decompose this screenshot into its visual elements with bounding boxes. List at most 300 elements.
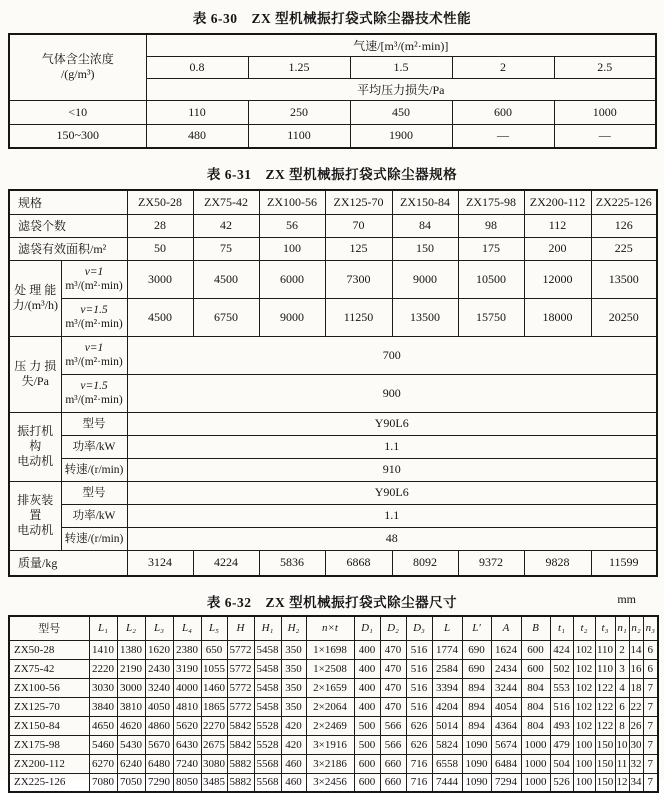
- t31-label-line2: 力/(m³/h): [12, 298, 59, 312]
- t31-cell: 3000: [127, 260, 193, 298]
- t31-cell: 3124: [127, 550, 193, 576]
- t32-cell: 650: [201, 640, 227, 659]
- t32-cell: 400: [354, 640, 380, 659]
- t31-label-line2: 电动机: [17, 454, 54, 468]
- t31-sub-label: 转速/(r/min): [61, 458, 127, 481]
- t32-cell: 7294: [491, 773, 521, 792]
- table-row: [9, 237, 657, 260]
- t31-sub-label: [61, 336, 127, 374]
- t31-model-header: ZX175-98: [458, 190, 524, 214]
- t32-cell: 102: [573, 716, 595, 735]
- t31-cell: 1.1: [127, 435, 657, 458]
- t32-col-header: n₃: [643, 616, 658, 640]
- t32-cell: 350: [281, 697, 306, 716]
- t31-cell: 9000: [392, 260, 458, 298]
- t31-cell: 12000: [524, 260, 591, 298]
- t31-model-header: ZX200-112: [524, 190, 591, 214]
- t32-cell: 3080: [201, 754, 227, 773]
- t32-cell: 5620: [173, 716, 201, 735]
- t32-model: ZX50-28: [9, 640, 89, 659]
- table-row: [9, 124, 656, 148]
- t31-cell: 910: [127, 458, 657, 481]
- t32-cell: 894: [462, 678, 491, 697]
- t32-cell: 150: [595, 735, 615, 754]
- table-row: [9, 260, 657, 298]
- t32-model: ZX150-84: [9, 716, 89, 735]
- t31-cell: 11599: [591, 550, 657, 576]
- t32-cell: 110: [595, 640, 615, 659]
- t32-cell: 350: [281, 640, 306, 659]
- t32-cell: 3190: [173, 659, 201, 678]
- t32-cell: 5458: [254, 697, 281, 716]
- t31-cell: 56: [259, 214, 325, 237]
- t32-cell: 7: [643, 754, 658, 773]
- t32-cell: 4620: [117, 716, 145, 735]
- t32-cell: 2380: [173, 640, 201, 659]
- t31-cell: 4500: [193, 260, 259, 298]
- t31-cell: 700: [127, 336, 657, 374]
- table-row: [9, 214, 657, 237]
- t32-cell: 4: [615, 678, 629, 697]
- t32-cell: 479: [550, 735, 573, 754]
- t32-cell: 3485: [201, 773, 227, 792]
- t32-cell: 350: [281, 659, 306, 678]
- table-row: [9, 504, 657, 527]
- t31-cell: 200: [524, 237, 591, 260]
- t31-model-header: ZX100-56: [259, 190, 325, 214]
- t31-row-label: [9, 481, 61, 550]
- t32-cell: 420: [281, 716, 306, 735]
- t30-corner-label: [9, 34, 146, 100]
- t32-cell: 516: [406, 678, 432, 697]
- t32-cell: 894: [462, 716, 491, 735]
- t32-col-header: L₁: [89, 616, 117, 640]
- t32-cell: 6270: [89, 754, 117, 773]
- t32-cell: 2675: [201, 735, 227, 754]
- t32-cell: 1000: [521, 735, 550, 754]
- t32-cell: 5842: [227, 735, 254, 754]
- t31-row-label: 质量/kg: [9, 550, 127, 576]
- t32-cell: 3240: [145, 678, 173, 697]
- t31-cell: 20250: [591, 298, 657, 336]
- t32-col-header: L₄: [173, 616, 201, 640]
- table-row: [9, 716, 658, 735]
- t32-cell: 716: [406, 754, 432, 773]
- t32-cell: 3000: [117, 678, 145, 697]
- t32-cell: 804: [521, 697, 550, 716]
- t32-cell: 110: [595, 659, 615, 678]
- t32-cell: 150: [595, 773, 615, 792]
- t32-cell: 5772: [227, 640, 254, 659]
- t32-cell: 894: [462, 697, 491, 716]
- t32-col-header: L₅: [201, 616, 227, 640]
- t32-cell: 6: [643, 640, 658, 659]
- t32-cell: 102: [573, 678, 595, 697]
- t32-cell: 3×1916: [306, 735, 354, 754]
- t32-col-header: D₁: [354, 616, 380, 640]
- t32-col-header: H₁: [254, 616, 281, 640]
- t32-cell: 1090: [462, 773, 491, 792]
- t31-cell: 98: [458, 214, 524, 237]
- t31-cell: 6750: [193, 298, 259, 336]
- table-row: [9, 735, 658, 754]
- table-row: [9, 412, 657, 435]
- t32-cell: 2430: [145, 659, 173, 678]
- t32-cell: 2434: [491, 659, 521, 678]
- t31-cell: 8092: [392, 550, 458, 576]
- t32-cell: 1460: [201, 678, 227, 697]
- t30-cell: 600: [452, 100, 554, 124]
- t31-cell: 15750: [458, 298, 524, 336]
- t32-cell: 470: [380, 659, 406, 678]
- t32-cell: 5772: [227, 678, 254, 697]
- t31-spec-label: 规格: [9, 190, 127, 214]
- t32-cell: 34: [629, 773, 643, 792]
- t32-cell: 7050: [117, 773, 145, 792]
- t30-row-label: 150~300: [9, 124, 146, 148]
- t32-model: ZX75-42: [9, 659, 89, 678]
- t31-cell: 70: [325, 214, 392, 237]
- t31-cell: 28: [127, 214, 193, 237]
- t32-col-header: L′: [462, 616, 491, 640]
- t32-cell: 5528: [254, 735, 281, 754]
- t31-sub-line1: v=1: [84, 342, 104, 354]
- t32-cell: 400: [354, 678, 380, 697]
- t30-cell: 250: [248, 100, 350, 124]
- table-row: [9, 298, 657, 336]
- t31-sub-line2: m³/(m²·min): [65, 318, 123, 330]
- t32-cell: 7: [643, 716, 658, 735]
- t31-cell: 9372: [458, 550, 524, 576]
- t32-cell: 2220: [89, 659, 117, 678]
- t31-row-label: [9, 336, 61, 412]
- t32-unit-label: mm: [617, 592, 636, 606]
- t31-cell: 150: [392, 237, 458, 260]
- t32-cell: 7444: [432, 773, 462, 792]
- t32-cell: 2584: [432, 659, 462, 678]
- t31-cell: 13500: [392, 298, 458, 336]
- t31-sub-line1: v=1.5: [80, 380, 108, 392]
- t31-cell: 9000: [259, 298, 325, 336]
- t32-cell: 12: [615, 773, 629, 792]
- t32-cell: 6558: [432, 754, 462, 773]
- t32-cell: 5674: [491, 735, 521, 754]
- t32-cell: 7: [643, 773, 658, 792]
- t31-sub-label: 功率/kW: [61, 435, 127, 458]
- t32-cell: 500: [354, 735, 380, 754]
- t32-cell: 7240: [173, 754, 201, 773]
- table30: [8, 33, 657, 149]
- t32-cell: 8050: [173, 773, 201, 792]
- table-row: [9, 481, 657, 504]
- t32-cell: 4364: [491, 716, 521, 735]
- table-row: [9, 458, 657, 481]
- t32-model: ZX200-112: [9, 754, 89, 773]
- table-row: [9, 435, 657, 458]
- t31-cell: 48: [127, 527, 657, 550]
- t32-cell: 2190: [117, 659, 145, 678]
- t31-cell: 13500: [591, 260, 657, 298]
- t32-cell: 6: [643, 659, 658, 678]
- t32-cell: 6430: [173, 735, 201, 754]
- t32-col-header: t₂: [573, 616, 595, 640]
- t32-cell: 1774: [432, 640, 462, 659]
- table-row: [9, 754, 658, 773]
- t32-cell: 4810: [173, 697, 201, 716]
- t32-cell: 102: [573, 697, 595, 716]
- t32-cell: 660: [380, 773, 406, 792]
- table-row: [9, 550, 657, 576]
- table-row: [9, 34, 656, 56]
- t31-cell: 112: [524, 214, 591, 237]
- t32-cell: 7: [643, 678, 658, 697]
- t31-label-line2: 失/Pa: [21, 374, 49, 388]
- t32-cell: 4204: [432, 697, 462, 716]
- table32: [8, 615, 659, 793]
- t30-speed-value: 0.8: [146, 56, 248, 78]
- t32-col-header: L₃: [145, 616, 173, 640]
- t32-cell: 690: [462, 640, 491, 659]
- t32-cell: 4860: [145, 716, 173, 735]
- t30-cell: —: [452, 124, 554, 148]
- t32-cell: 100: [573, 735, 595, 754]
- table-row: [9, 773, 658, 792]
- t32-col-header: L: [432, 616, 462, 640]
- t30-speed-value: 1.5: [350, 56, 452, 78]
- t32-cell: 600: [521, 659, 550, 678]
- t31-sub-line2: m³/(m²·min): [65, 394, 123, 406]
- t32-cell: 1410: [89, 640, 117, 659]
- t32-cell: 660: [380, 754, 406, 773]
- t32-cell: 7080: [89, 773, 117, 792]
- t31-cell: 175: [458, 237, 524, 260]
- t30-speed-value: 2.5: [554, 56, 656, 78]
- table31-title: 表 6-31 ZX 型机械振打袋式除尘器规格: [206, 167, 458, 182]
- t32-cell: 5528: [254, 716, 281, 735]
- t32-cell: 1624: [491, 640, 521, 659]
- t32-cell: 5842: [227, 716, 254, 735]
- t32-cell: 3: [615, 659, 629, 678]
- t32-cell: 716: [406, 773, 432, 792]
- t31-cell: Y90L6: [127, 412, 657, 435]
- t32-cell: 3840: [89, 697, 117, 716]
- t32-cell: 1090: [462, 754, 491, 773]
- t30-speed-header: 气速/[m³/(m²·min)]: [146, 34, 656, 56]
- t31-model-header: ZX125-70: [325, 190, 392, 214]
- t31-cell: 42: [193, 214, 259, 237]
- t31-cell: 75: [193, 237, 259, 260]
- t32-cell: 7290: [145, 773, 173, 792]
- t31-label-line1: 压 力 损: [14, 359, 57, 373]
- t32-model: ZX175-98: [9, 735, 89, 754]
- t31-sub-line2: m³/(m²·min): [65, 280, 123, 292]
- t32-cell: 516: [406, 697, 432, 716]
- table-row: [9, 678, 658, 697]
- t31-cell: 900: [127, 374, 657, 412]
- t32-cell: 1380: [117, 640, 145, 659]
- t32-cell: 5458: [254, 659, 281, 678]
- t32-cell: 3810: [117, 697, 145, 716]
- t30-cell: 1000: [554, 100, 656, 124]
- t31-sub-label: [61, 298, 127, 336]
- t30-cell: 110: [146, 100, 248, 124]
- t32-cell: 1865: [201, 697, 227, 716]
- t32-cell: 32: [629, 754, 643, 773]
- t32-cell: 6484: [491, 754, 521, 773]
- t31-model-header: ZX75-42: [193, 190, 259, 214]
- t32-cell: 5430: [117, 735, 145, 754]
- t32-cell: 1×2508: [306, 659, 354, 678]
- t32-cell: 566: [380, 735, 406, 754]
- t30-row-label: <10: [9, 100, 146, 124]
- t32-cell: 100: [573, 754, 595, 773]
- t32-cell: 2: [615, 640, 629, 659]
- t32-cell: 1620: [145, 640, 173, 659]
- t32-col-header: 型号: [9, 616, 89, 640]
- t32-cell: 26: [629, 716, 643, 735]
- t32-cell: 4050: [145, 697, 173, 716]
- t31-cell: 50: [127, 237, 193, 260]
- t30-pressure-header: 平均压力损失/Pa: [146, 78, 656, 100]
- t31-sub-line1: v=1: [84, 266, 104, 278]
- t32-cell: 3244: [491, 678, 521, 697]
- t32-cell: 460: [281, 754, 306, 773]
- t32-cell: 100: [573, 773, 595, 792]
- t32-cell: 6240: [117, 754, 145, 773]
- t32-cell: 5824: [432, 735, 462, 754]
- t32-cell: 504: [550, 754, 573, 773]
- t31-row-label: 滤袋有效面积/m²: [9, 237, 127, 260]
- t32-cell: 516: [406, 640, 432, 659]
- t32-col-header: n₂: [629, 616, 643, 640]
- t30-cell: 450: [350, 100, 452, 124]
- t31-model-header: ZX225-126: [591, 190, 657, 214]
- t32-col-header: H: [227, 616, 254, 640]
- t32-cell: 5458: [254, 640, 281, 659]
- t32-cell: 2×2469: [306, 716, 354, 735]
- t32-cell: 122: [595, 678, 615, 697]
- table32-title: 表 6-32 ZX 型机械振打袋式除尘器尺寸: [206, 595, 458, 610]
- t32-cell: 102: [573, 659, 595, 678]
- t32-cell: 350: [281, 678, 306, 697]
- t31-cell: 84: [392, 214, 458, 237]
- t31-row-label: [9, 260, 61, 336]
- t32-cell: 566: [380, 716, 406, 735]
- t32-cell: 2×2064: [306, 697, 354, 716]
- t32-cell: 3394: [432, 678, 462, 697]
- t32-cell: 470: [380, 697, 406, 716]
- t32-cell: 7: [643, 735, 658, 754]
- t32-cell: 18: [629, 678, 643, 697]
- t32-col-header: t₃: [595, 616, 615, 640]
- t32-col-header: D₂: [380, 616, 406, 640]
- t32-cell: 5458: [254, 678, 281, 697]
- t32-model: ZX100-56: [9, 678, 89, 697]
- t31-label-line2: 电动机: [17, 523, 54, 537]
- t31-cell: 18000: [524, 298, 591, 336]
- t31-cell: 126: [591, 214, 657, 237]
- t31-cell: 4500: [127, 298, 193, 336]
- t32-cell: 6: [615, 697, 629, 716]
- t32-cell: 8: [615, 716, 629, 735]
- t32-col-header: D₃: [406, 616, 432, 640]
- table-row: [9, 640, 658, 659]
- table31: [8, 189, 658, 577]
- t31-row-label: [9, 412, 61, 481]
- table-row: [9, 527, 657, 550]
- t32-cell: 470: [380, 640, 406, 659]
- t32-cell: 10: [615, 735, 629, 754]
- t30-cell: 1100: [248, 124, 350, 148]
- t31-sub-label: 转速/(r/min): [61, 527, 127, 550]
- t32-cell: 493: [550, 716, 573, 735]
- t32-cell: 3×2186: [306, 754, 354, 773]
- t32-cell: 600: [354, 773, 380, 792]
- t30-speed-value: 2: [452, 56, 554, 78]
- t31-sub-label: 型号: [61, 412, 127, 435]
- table-row: [9, 616, 658, 640]
- t30-corner-line2: /(g/m³): [60, 67, 95, 82]
- t32-cell: 122: [595, 697, 615, 716]
- t32-cell: 5882: [227, 773, 254, 792]
- t32-cell: 500: [354, 716, 380, 735]
- t32-col-header: t₁: [550, 616, 573, 640]
- t31-cell: 10500: [458, 260, 524, 298]
- t32-cell: 5882: [227, 754, 254, 773]
- t32-col-header: n₁: [615, 616, 629, 640]
- t32-cell: 600: [521, 640, 550, 659]
- t32-cell: 553: [550, 678, 573, 697]
- t32-cell: 1×1698: [306, 640, 354, 659]
- t31-cell: 4224: [193, 550, 259, 576]
- t32-cell: 4054: [491, 697, 521, 716]
- t32-cell: 6480: [145, 754, 173, 773]
- t32-cell: 5568: [254, 754, 281, 773]
- t32-model: ZX125-70: [9, 697, 89, 716]
- t31-sub-label: [61, 374, 127, 412]
- t32-cell: 102: [573, 640, 595, 659]
- t32-cell: 804: [521, 716, 550, 735]
- table-row: [9, 190, 657, 214]
- t32-cell: 400: [354, 659, 380, 678]
- table-row: [9, 659, 658, 678]
- t31-cell: 9828: [524, 550, 591, 576]
- t31-cell: 125: [325, 237, 392, 260]
- t32-cell: 5568: [254, 773, 281, 792]
- t31-cell: 6000: [259, 260, 325, 298]
- t31-cell: 1.1: [127, 504, 657, 527]
- t30-speed-value: 1.25: [248, 56, 350, 78]
- t31-cell: Y90L6: [127, 481, 657, 504]
- t31-cell: 5836: [259, 550, 325, 576]
- t31-label-line1: 处 理 能: [14, 283, 57, 297]
- t32-cell: 11: [615, 754, 629, 773]
- t32-cell: 5460: [89, 735, 117, 754]
- t32-cell: 1090: [462, 735, 491, 754]
- t31-row-label: 滤袋个数: [9, 214, 127, 237]
- t32-cell: 4000: [173, 678, 201, 697]
- t32-cell: 420: [281, 735, 306, 754]
- t32-cell: 526: [550, 773, 573, 792]
- t31-model-header: ZX50-28: [127, 190, 193, 214]
- table30-title: 表 6-30 ZX 型机械振打袋式除尘器技术性能: [192, 11, 472, 26]
- t32-col-header: L₂: [117, 616, 145, 640]
- t31-label-line1: 振打机构: [17, 424, 54, 453]
- t32-col-header: B: [521, 616, 550, 640]
- t32-cell: 14: [629, 640, 643, 659]
- t32-cell: 3030: [89, 678, 117, 697]
- t32-cell: 4650: [89, 716, 117, 735]
